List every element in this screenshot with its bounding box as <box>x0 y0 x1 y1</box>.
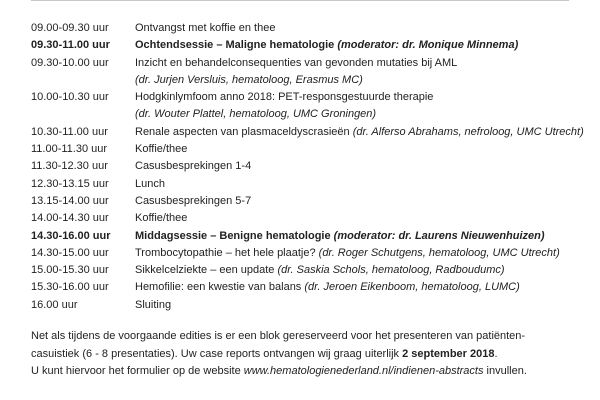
schedule-time: 09.30-11.00 uur <box>31 39 110 52</box>
schedule-time: 15.00-15.30 uur <box>31 264 109 277</box>
schedule-row <box>31 210 591 227</box>
session-moderator: (moderator: dr. Monique Minnema) <box>337 39 519 52</box>
schedule-title: Hemofilie: een kwestie van balans <box>135 281 305 294</box>
note-line-3-end: invullen. <box>483 365 527 377</box>
schedule-row <box>31 72 591 89</box>
speaker-info: (dr. Saskia Schols, hematoloog, Radboudumc) <box>277 264 505 277</box>
schedule-item <box>135 20 275 37</box>
schedule-row <box>31 193 591 210</box>
schedule-item <box>135 124 584 141</box>
schedule-title: Hodgkinlymfoom anno 2018: PET-responsgestuurde therapie <box>135 91 434 104</box>
schedule-time: 09.00-09.30 uur <box>31 22 109 34</box>
speaker-info: (dr. Alferso Abrahams, nefroloog, UMC Utrecht) <box>352 125 584 138</box>
schedule-time: 11.30-12.30 uur <box>31 160 108 173</box>
schedule-row <box>31 106 591 123</box>
schedule-title: Renale aspecten van plasmaceldyscrasieën <box>135 125 353 138</box>
schedule-time: 14.00-14.30 uur <box>31 212 109 225</box>
schedule-time: 10.00-10.30 uur <box>31 91 109 104</box>
speaker-info: (dr. Roger Schutgens, hematoloog, UMC Utrecht) <box>318 246 560 259</box>
schedule-item <box>135 193 251 210</box>
schedule-row <box>31 89 591 106</box>
schedule-item <box>135 228 545 245</box>
schedule-row <box>31 124 591 141</box>
schedule-title: Ochtendsessie – Maligne hematologie <box>135 39 338 52</box>
schedule-time <box>31 72 135 89</box>
schedule-row <box>31 20 591 37</box>
schedule-time: 09.30-10.00 uur <box>31 56 109 69</box>
note-line-2 <box>31 346 591 364</box>
speaker-info: (dr. Wouter Plattel, hematoloog, UMC Groningen) <box>135 108 377 121</box>
schedule-item <box>135 158 251 175</box>
schedule-item <box>135 106 376 123</box>
schedule-item <box>135 210 187 227</box>
schedule-item <box>135 245 560 262</box>
schedule-item <box>135 37 518 54</box>
schedule-item <box>135 72 363 89</box>
schedule-row <box>31 37 591 54</box>
program-schedule <box>31 20 591 314</box>
schedule-row <box>31 228 591 245</box>
note-line-3-text: U kunt hiervoor het formulier op de website <box>31 365 244 377</box>
schedule-time: 16.00 uur <box>31 298 78 311</box>
schedule-title: Casusbesprekingen 1-4 <box>135 160 252 173</box>
note-line-1: Net als tijdens de voorgaande edities is er een blok gereserveerd voor het presenteren van patiënten- <box>31 330 526 342</box>
schedule-title: Sluiting <box>135 298 172 311</box>
schedule-item <box>135 279 520 296</box>
schedule-item <box>135 176 165 193</box>
schedule-item <box>135 55 457 72</box>
note-line-2-text: casuistiek (6 - 8 presentaties). Uw case reports ontvangen wij graag uiterlijk <box>31 347 403 360</box>
schedule-time: 14.30-16.00 uur <box>31 229 111 242</box>
schedule-time: 14.30-15.00 uur <box>31 246 109 259</box>
schedule-row <box>31 158 591 175</box>
schedule-title: Koffie/thee <box>135 212 188 225</box>
schedule-time: 10.30-11.00 uur <box>31 125 108 138</box>
speaker-info: (dr. Jeroen Eikenboom, hematoloog, LUMC) <box>304 281 520 294</box>
schedule-time: 11.00-11.30 uur <box>31 143 108 156</box>
deadline-date: 2 september 2018 <box>402 347 495 360</box>
schedule-row <box>31 279 591 296</box>
schedule-title: Inzicht en behandelconsequenties van gevonden mutaties bij AML <box>135 56 458 69</box>
schedule-time: 13.15-14.00 uur <box>31 194 109 207</box>
schedule-item <box>135 141 187 158</box>
schedule-title: Middagsessie – Benigne hematologie <box>135 229 334 242</box>
schedule-row <box>31 55 591 72</box>
schedule-row <box>31 297 591 314</box>
schedule-item <box>135 262 505 279</box>
schedule-row <box>31 262 591 279</box>
session-moderator: (moderator: dr. Laurens Nieuwenhuizen) <box>333 229 545 242</box>
schedule-item <box>135 89 433 106</box>
top-divider <box>31 0 569 1</box>
schedule-item <box>135 297 171 314</box>
schedule-row <box>31 141 591 158</box>
schedule-row <box>31 176 591 193</box>
schedule-title: Casusbesprekingen 5-7 <box>135 194 252 207</box>
submission-note <box>31 328 591 381</box>
schedule-title: Ontvangst met koffie en thee <box>135 22 276 34</box>
schedule-time: 15.30-16.00 uur <box>31 281 109 294</box>
website-link[interactable]: www.hematologienederland.nl/indienen-abstracts <box>243 365 484 377</box>
speaker-info: (dr. Jurjen Versluis, hematoloog, Erasmus MC) <box>135 73 363 86</box>
schedule-time: 12.30-13.15 uur <box>31 177 109 190</box>
schedule-title: Sikkelcelziekte – een update <box>135 264 278 277</box>
schedule-title: Koffie/thee <box>135 143 188 156</box>
note-line-3 <box>31 363 591 381</box>
schedule-title: Trombocytopathie – het hele plaatje? <box>135 246 319 259</box>
note-line-2-end: . <box>494 347 498 360</box>
schedule-title: Lunch <box>135 177 165 190</box>
schedule-time <box>31 106 135 123</box>
schedule-row <box>31 245 591 262</box>
